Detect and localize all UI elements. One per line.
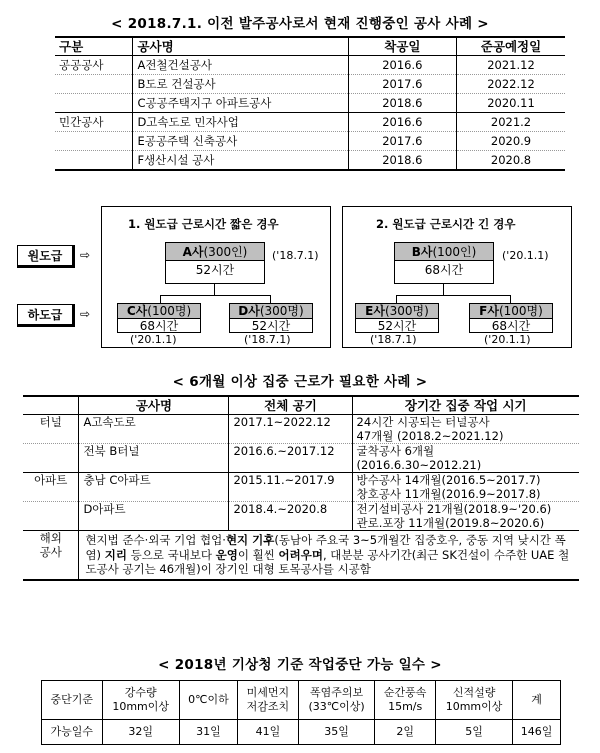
row-name: A전철건설공사 <box>133 56 348 75</box>
work-line: 창호공사 11개월(2016.9~2017.8) <box>356 487 541 501</box>
row-group <box>23 531 79 580</box>
header-total: 계 <box>513 681 561 720</box>
sub-contract-label: 하도급 <box>17 304 75 327</box>
company-count: (300명) <box>259 304 304 318</box>
row-work <box>352 415 579 444</box>
row-work <box>352 444 579 473</box>
row-group <box>55 151 133 171</box>
work-hours: 68시간 <box>139 319 179 333</box>
connector-line <box>443 284 444 295</box>
section2-title: < 6개월 이상 집중 근로가 필요한 사례 > <box>172 374 428 390</box>
row-group <box>55 132 133 151</box>
header-name: 공사명 <box>79 396 229 415</box>
connector-line <box>270 295 271 303</box>
work-hours: 52시간 <box>251 319 291 333</box>
row-label: 가능일수 <box>42 720 103 745</box>
row-group: 아파트 <box>23 473 79 502</box>
row-group <box>23 444 79 473</box>
case-long-title: 2. 원도급 근로시간 긴 경우 <box>376 217 516 231</box>
row-end: 2020.11 <box>457 94 565 113</box>
row-name: C공공주택지구 아파트공사 <box>133 94 348 113</box>
company-name: E사 <box>365 304 385 318</box>
row-end: 2020.8 <box>457 151 565 171</box>
company-count: (100인) <box>432 245 477 259</box>
table-row <box>23 444 579 473</box>
table-header-row <box>23 396 579 415</box>
connector-line <box>160 295 161 303</box>
header-category: 구분 <box>55 37 133 56</box>
value-dust: 41일 <box>238 720 299 745</box>
row-period: 2015.11.~2017.9 <box>229 473 352 502</box>
section3-title: < 2018년 기상청 기준 작업중단 가능 일수 > <box>158 657 442 673</box>
effective-date: ('20.1.1) <box>484 333 531 346</box>
company-count: (100명) <box>147 304 192 318</box>
note-bold: 지리 <box>104 547 127 562</box>
header-rain: 강수량 10mm이상 <box>102 681 179 720</box>
work-line: (2016.6.30~2012.21) <box>356 458 482 472</box>
intensive-work-table <box>23 395 579 581</box>
header-snow: 신적설량 10mm이상 <box>435 681 512 720</box>
work-line: 전기설비공사 21개월(2018.9~'20.6) <box>356 502 552 516</box>
value-rain: 32일 <box>102 720 179 745</box>
work-line: 방수공사 14개월(2016.5~2017.7) <box>356 473 541 487</box>
note-bold: 현지 기후 <box>225 533 275 547</box>
company-count: (300명) <box>384 304 429 318</box>
work-line: 관로.포장 11개월(2019.8~2020.6) <box>356 516 545 530</box>
value-wind: 2일 <box>375 720 436 745</box>
header-start: 착공일 <box>348 37 456 56</box>
row-group <box>55 94 133 113</box>
table-row <box>55 151 565 171</box>
value-heat: 35일 <box>298 720 375 745</box>
company-name: D사 <box>238 304 260 318</box>
note-bold: 어려우며 <box>278 547 323 562</box>
row-work <box>352 473 579 502</box>
work-hours: 68시간 <box>424 263 464 277</box>
row-group: 터널 <box>23 415 79 444</box>
row-work <box>352 502 579 531</box>
header-wind: 순간풍속 15m/s <box>375 681 436 720</box>
row-name: 전북 B터널 <box>79 444 229 473</box>
connector-line <box>510 295 511 303</box>
value-snow: 5일 <box>435 720 512 745</box>
company-count: (300인) <box>203 245 248 259</box>
row-start: 2018.6 <box>348 94 456 113</box>
row-period: 2016.6.~2017.12 <box>229 444 352 473</box>
table-row <box>23 473 579 502</box>
header-period: 전체 공기 <box>229 396 352 415</box>
header-name: 공사명 <box>133 37 348 56</box>
header-end: 준공예정일 <box>457 37 565 56</box>
sub-contractor-e <box>355 303 439 333</box>
sub-contractor-d <box>229 303 313 333</box>
note-text: , 대분분 공사기간(최근 SK건설이 수주한 UAE 철도공사 공기는 46개월)이 장기인 대형 토목공사를 시공함 <box>85 547 570 576</box>
row-end: 2021.12 <box>457 56 565 75</box>
company-name: F사 <box>479 304 499 318</box>
connector-line <box>396 295 397 303</box>
note-text: 현지법 준수·외국 기업 협업· <box>85 533 226 547</box>
row-start: 2017.6 <box>348 75 456 94</box>
connector-line <box>160 295 270 296</box>
table-row <box>23 502 579 531</box>
table-row <box>23 415 579 444</box>
effective-date: ('20.1.1) <box>130 333 177 346</box>
sub-contractor-f <box>469 303 553 333</box>
effective-date: ('18.7.1) <box>244 333 291 346</box>
ongoing-projects-table <box>55 36 565 171</box>
work-hours: 52시간 <box>377 319 417 333</box>
table-row <box>42 720 561 745</box>
main-contractor-b <box>394 242 494 284</box>
work-line: 24시간 시공되는 터널공사 <box>356 415 490 429</box>
company-name: C사 <box>126 304 148 318</box>
row-start: 2016.6 <box>348 56 456 75</box>
section1-title: < 2018.7.1. 이전 발주공사로서 현재 진행중인 공사 사례 > <box>111 16 489 32</box>
work-hours: 52시간 <box>195 263 235 277</box>
table-row <box>55 113 565 132</box>
case-short-title: 1. 원도급 근로시간 짧은 경우 <box>128 217 279 231</box>
header-category <box>23 396 79 415</box>
header-freeze: 0℃이하 <box>179 681 237 720</box>
row-name: E공공주택 신축공사 <box>133 132 348 151</box>
connector-line <box>214 284 215 295</box>
row-period: 2017.1~2022.12 <box>229 415 352 444</box>
table-row <box>55 56 565 75</box>
table-header-row <box>55 37 565 56</box>
work-hours: 68시간 <box>491 319 531 333</box>
effective-date: ('18.7.1) <box>370 333 417 346</box>
company-name: A사 <box>182 245 204 259</box>
row-group <box>55 75 133 94</box>
row-start: 2018.6 <box>348 151 456 171</box>
header-heat: 폭염주의보 (33℃이상) <box>298 681 375 720</box>
company-name: B사 <box>411 245 433 259</box>
row-name: D고속도로 민자사업 <box>133 113 348 132</box>
row-name: F생산시설 공사 <box>133 151 348 171</box>
effective-date: ('20.1.1) <box>502 249 549 262</box>
row-name: D아파트 <box>79 502 229 531</box>
connector-line <box>396 295 510 296</box>
arrow-right-icon: ⇨ <box>80 248 91 262</box>
row-group <box>23 502 79 531</box>
value-freeze: 31일 <box>179 720 237 745</box>
header-criteria: 중단기준 <box>42 681 103 720</box>
company-count: (100명) <box>498 304 543 318</box>
work-line: 굴착공사 6개월 <box>356 444 435 458</box>
row-end: 2022.12 <box>457 75 565 94</box>
arrow-right-icon: ⇨ <box>80 307 91 321</box>
row-group: 공공공사 <box>55 56 133 75</box>
prime-contract-label: 원도급 <box>17 245 75 268</box>
effective-date: ('18.7.1) <box>272 249 319 262</box>
row-name: A고속도로 <box>79 415 229 444</box>
note-bold: 운영 <box>215 547 238 562</box>
table-row-overseas <box>23 531 579 580</box>
note-text: (동남아 주요국 3~5개월간 집중호우, 중동 지역 낮시간 폭염) <box>85 533 566 562</box>
row-start: 2017.6 <box>348 132 456 151</box>
table-row <box>55 75 565 94</box>
row-start: 2016.6 <box>348 113 456 132</box>
sub-contractor-c <box>117 303 201 333</box>
main-contractor-a <box>165 242 265 284</box>
value-total: 146일 <box>513 720 561 745</box>
note-text: 이 훨씬 <box>237 547 279 562</box>
weather-stop-table <box>41 680 561 745</box>
group-line: 공사 <box>39 545 62 559</box>
row-name: 충남 C아파트 <box>79 473 229 502</box>
group-line: 해외 <box>39 531 62 545</box>
row-end: 2021.2 <box>457 113 565 132</box>
overseas-note <box>79 531 579 580</box>
table-row <box>55 94 565 113</box>
header-work: 장기간 집중 작업 시기 <box>352 396 579 415</box>
row-name: B도로 건설공사 <box>133 75 348 94</box>
row-period: 2018.4.~2020.8 <box>229 502 352 531</box>
table-header-row <box>42 681 561 720</box>
work-line: 47개월 (2018.2~2021.12) <box>356 429 504 443</box>
row-end: 2020.9 <box>457 132 565 151</box>
table-row <box>55 132 565 151</box>
note-text: 등으로 국내보다 <box>126 547 216 562</box>
row-group: 민간공사 <box>55 113 133 132</box>
header-dust: 미세먼지 저감조치 <box>238 681 299 720</box>
